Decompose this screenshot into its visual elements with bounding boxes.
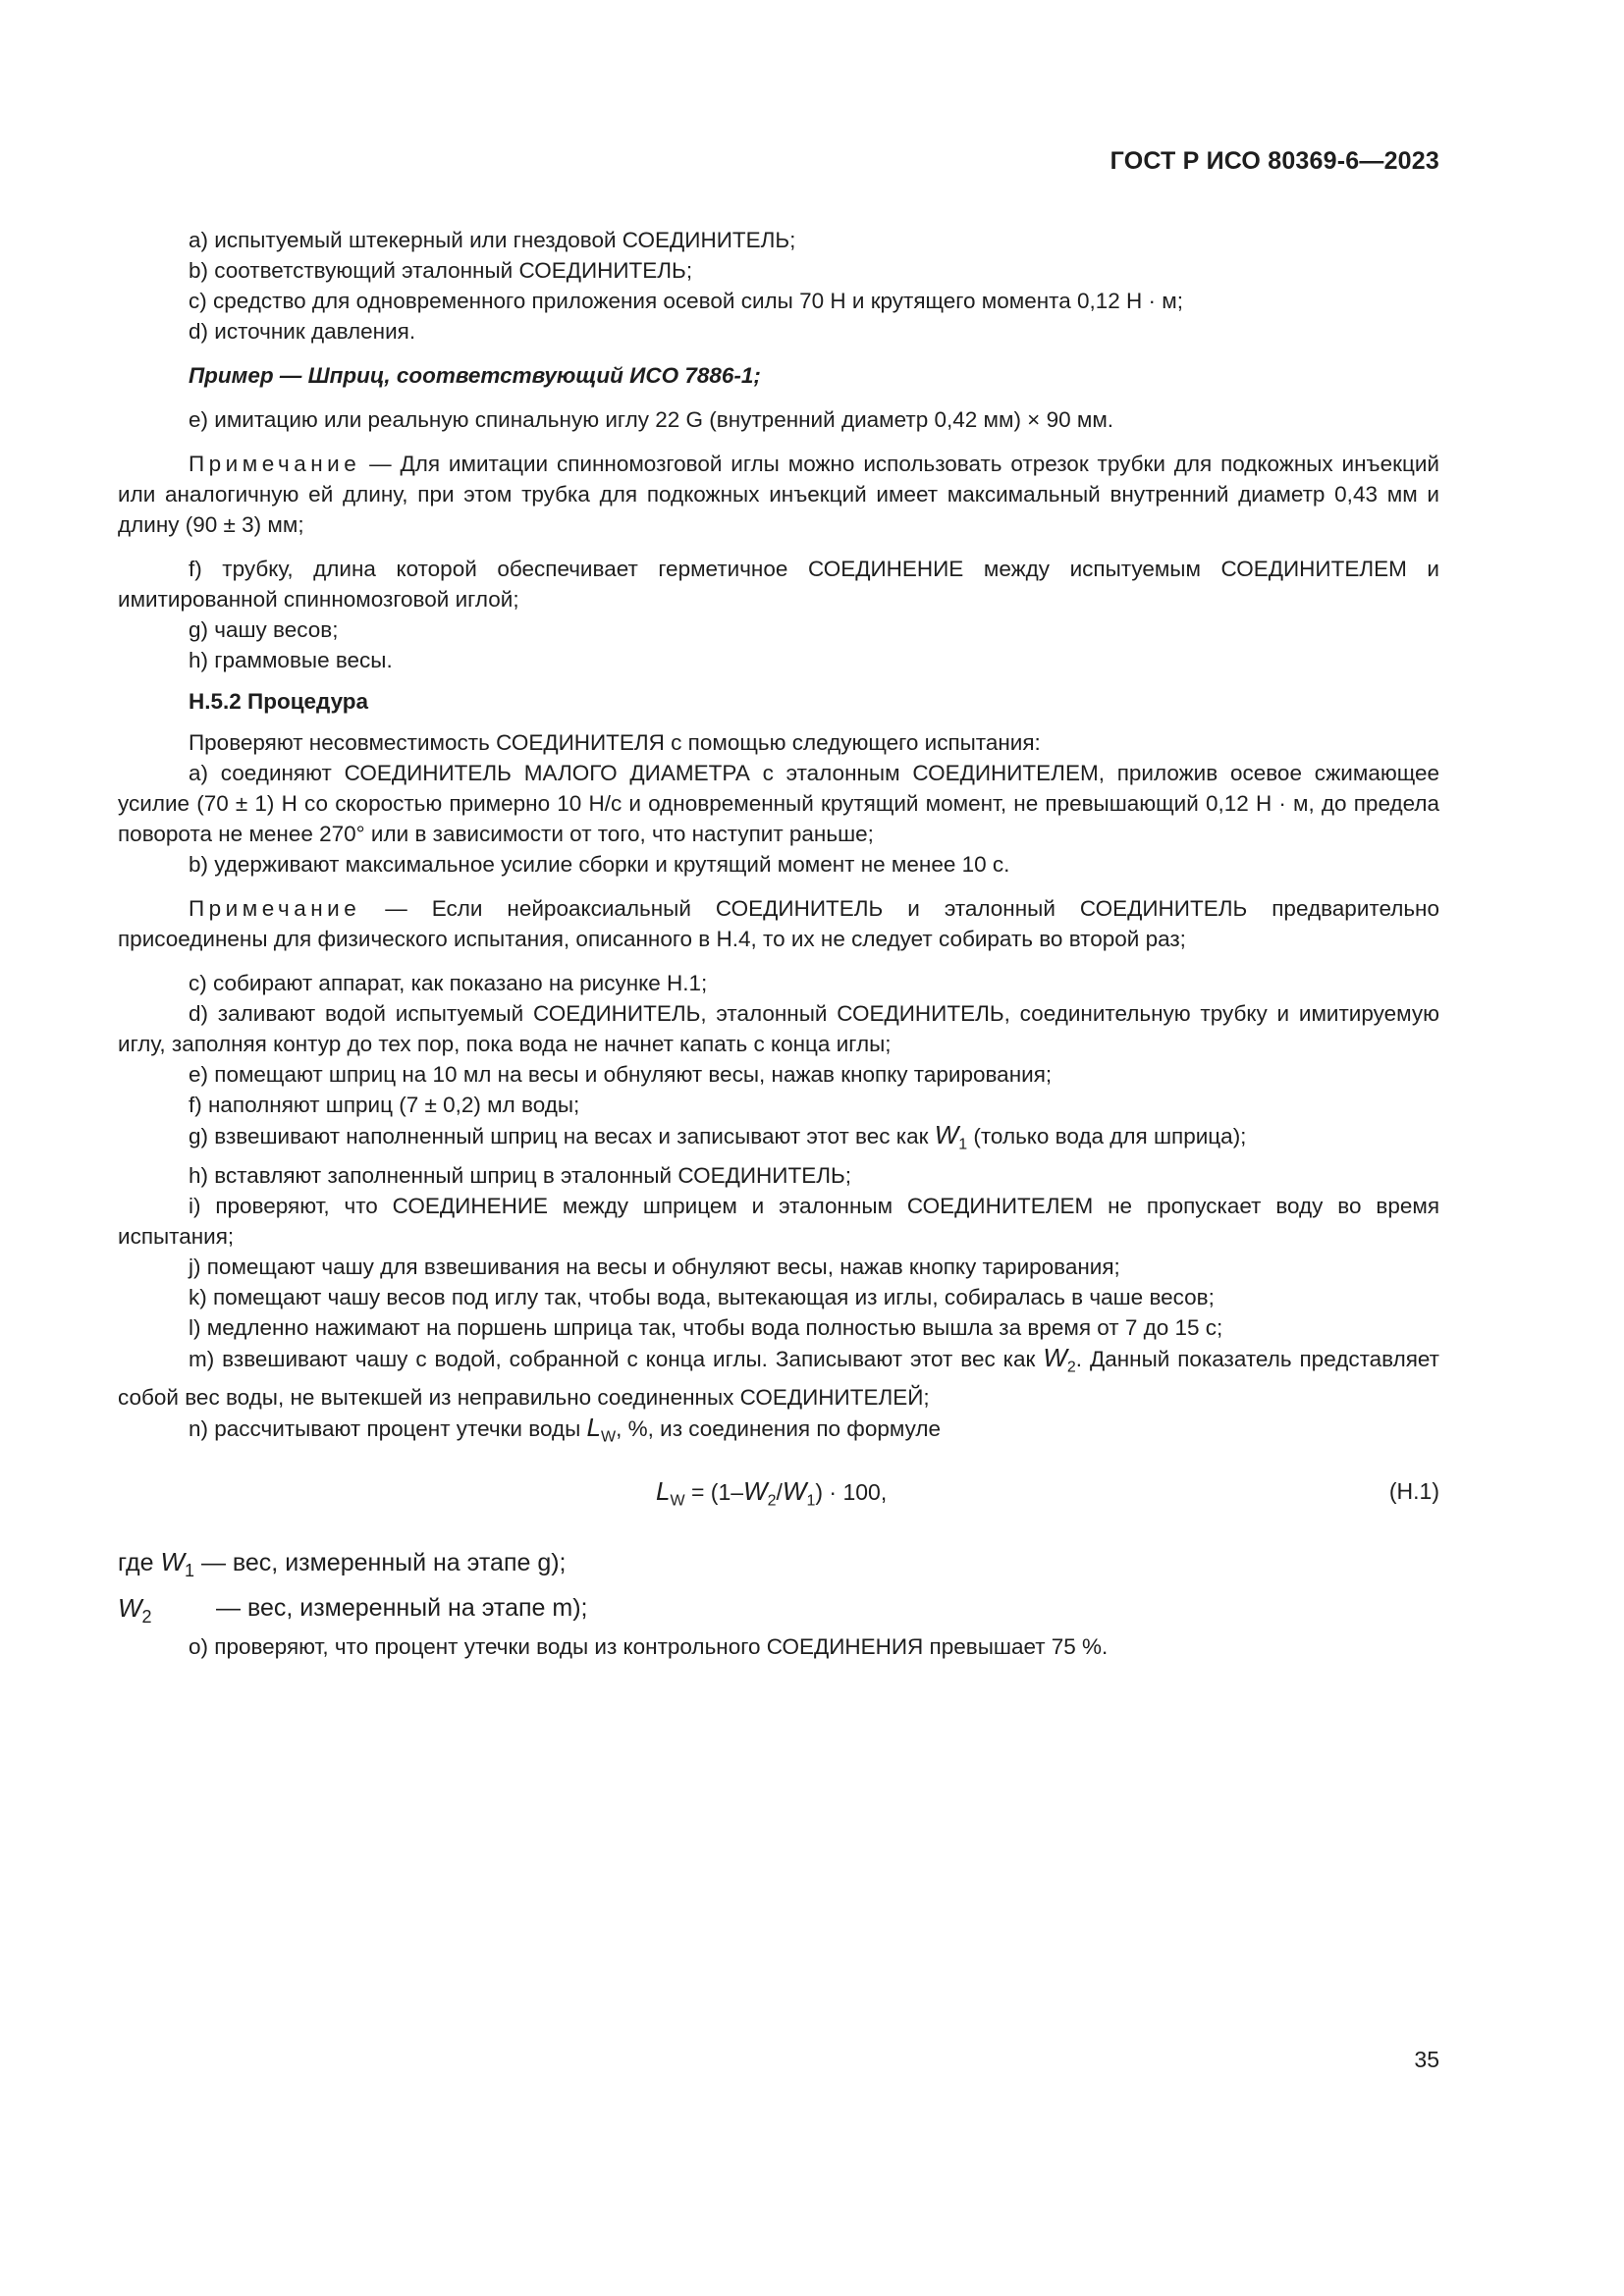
formula: $L_W = (1-W_2/W_1) \cdot 100$, [656,1475,888,1510]
list-item: g) чашу весов; [189,617,339,642]
list-item: e) имитацию или реальную спинальную иглу 22 G (внутренний диаметр 0,42 мм) × 90 мм. [189,407,1114,432]
procedure-step: n) рассчитывают процент утечки воды $L_W$, %, из соединения по формуле [189,1413,941,1446]
section-intro: Проверяют несовместимость СОЕДИНИТЕЛЯ с помощью следующего испытания: [189,730,1041,755]
list-item: b) соответствующий эталонный СОЕДИНИТЕЛЬ; [189,258,693,283]
note-text: — Если нейроаксиальный СОЕДИНИТЕЛЬ и эталонный СОЕДИНИТЕЛЬ предварительно присоединены для физического испытания, описанного в Н.4, то их не следует собирать во второй раз; [118,896,1439,951]
document-page [118,0,1439,2296]
note [118,449,1439,540]
procedure-step: d) заливают водой испытуемый СОЕДИНИТЕЛЬ, эталонный СОЕДИНИТЕЛЬ, соединительную трубку и имитируемую иглу, заполняя контур до тех пор, пока вода не начнет капать с конца иглы; [118,1001,1439,1056]
note-label: Примечание [189,452,361,476]
note-text: — Для имитации спинномозговой иглы можно использовать отрезок трубки для подкожных инъекций или аналогичную ей длину, при этом трубка для подкожных инъекций имеет максимальный внутренний диаметр 0,43 мм и длину (90 ± 3) мм; [118,452,1439,537]
list-item: a) испытуемый штекерный или гнездовой СОЕДИНИТЕЛЬ; [189,228,796,252]
document-header: ГОСТ Р ИСО 80369-6—2023 [1110,147,1439,175]
procedure-step: l) медленно нажимают на поршень шприца так, чтобы вода полностью вышла за время от 7 до 15 с; [189,1314,1223,1340]
procedure-step: b) удерживают максимальное усилие сборки и крутящий момент не менее 10 с. [189,852,1010,877]
procedure-step: j) помещают чашу для взвешивания на весы и обнуляют весы, нажав кнопку тарирования; [189,1254,1120,1279]
formula-legend [118,1543,1439,1635]
formula-row [118,1470,1439,1520]
formula-number: (Н.1) [1388,1477,1439,1504]
page-number: 35 [1414,2047,1439,2072]
note-label: Примечание [189,896,361,921]
procedure-step: o) проверяют, что процент утечки воды из контрольного СОЕДИНЕНИЯ превышает 75 %. [189,1633,1109,1659]
list-item: c) средство для одновременного приложения осевой силы 70 Н и крутящего момента 0,12 Н · м; [189,289,1183,313]
note [118,893,1439,954]
document-body [118,225,1439,1662]
procedure-step: i) проверяют, что СОЕДИНЕНИЕ между шприцем и эталонным СОЕДИНИТЕЛЕМ не пропускает воду во время испытания; [118,1193,1439,1249]
section-heading: Н.5.2 Процедура [189,689,369,714]
procedure-step: g) взвешивают наполненный шприц на весах и записывают этот вес как $W_1$ (только вода для шприца); [189,1120,1247,1153]
procedure-step: h) вставляют заполненный шприц в эталонный СОЕДИНИТЕЛЬ; [189,1162,851,1188]
example-text: Пример — Шприц, соответствующий ИСО 7886-1; [189,363,761,388]
procedure-step: c) собирают аппарат, как показано на рисунке Н.1; [189,971,708,995]
list-item: h) граммовые весы. [189,648,393,672]
list-item: f) трубку, длина которой обеспечивает герметичное СОЕДИНЕНИЕ между испытуемым СОЕДИНИТЕЛЕМ и имитированной спинномозговой иглой; [118,557,1439,612]
procedure-step: f) наполняют шприц (7 ± 0,2) мл воды; [189,1093,580,1117]
procedure-step: k) помещают чашу весов под иглу так, чтобы вода, вытекающая из иглы, собиралась в чаше весов; [189,1284,1215,1309]
procedure-step: e) помещают шприц на 10 мл на весы и обнуляют весы, нажав кнопку тарирования; [189,1062,1053,1087]
list-item: d) источник давления. [189,319,416,344]
procedure-step: a) соединяют СОЕДИНИТЕЛЬ МАЛОГО ДИАМЕТРА с эталонным СОЕДИНИТЕЛЕМ, приложив осевое сжимающее усилие (70 ± 1) Н со скоростью примерно 10 Н/с и одновременный крутящий момент, не превышающий 0,12 Н · м, до предела поворота не менее 270° или в зависимости от того, что наступит раньше; [118,761,1439,846]
legend-row-w1: где $W_1$ — вес, измеренный на этапе g); [118,1546,567,1580]
procedure-step: m) взвешивают чашу с водой, собранной с конца иглы. Записывают этот вес как $W_2$. Данный показатель представляет собой вес воды, не вытекшей из неправильно соединенных СОЕДИНИТЕЛЕЙ; [118,1342,1439,1410]
legend-row-w2: $W_2$ — вес, измеренный на этапе m); [118,1592,588,1627]
